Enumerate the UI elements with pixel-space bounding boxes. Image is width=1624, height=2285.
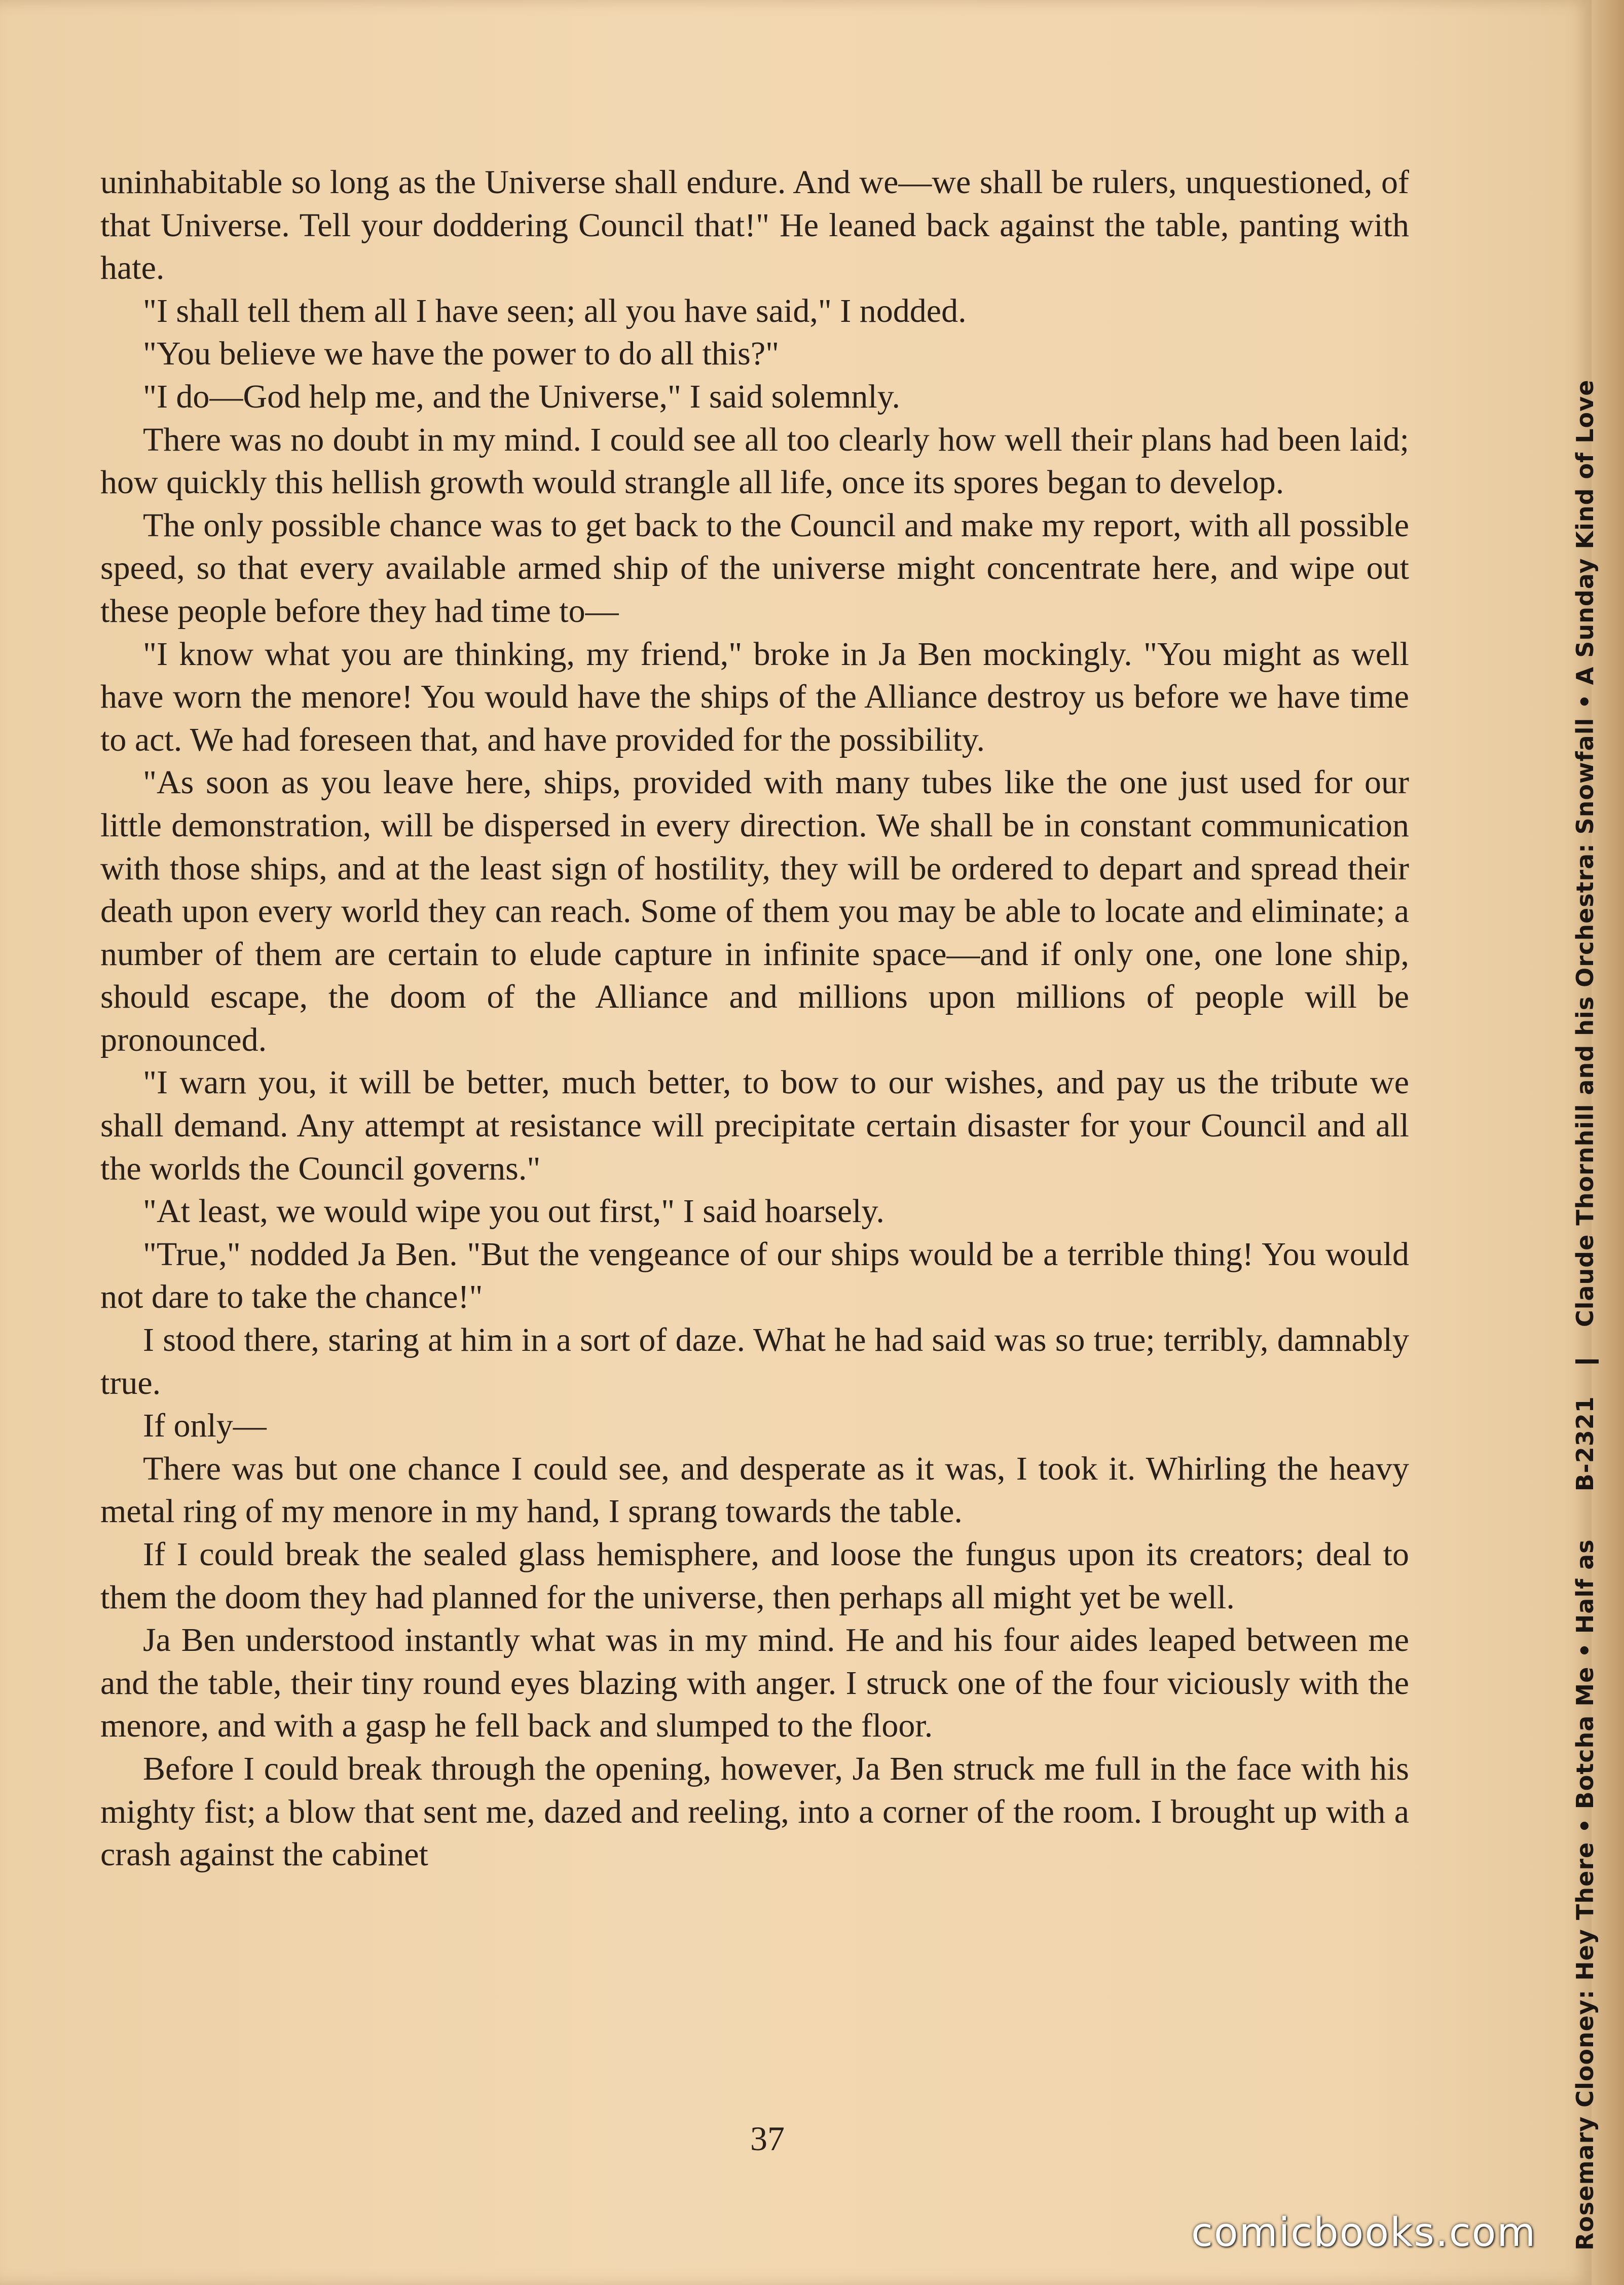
paragraph: Ja Ben understood instantly what was in my mind. He and his four aides leaped between me and the table, their tiny round eyes blazing with anger. I struck one of the four viciously with the menore, and with a gasp he fell back and slumped to the floor. [100,1621,1409,1745]
spine-divider [1575,1359,1599,1363]
paragraph: I stood there, staring at him in a sort of daze. What he had said was so true; terribly, damnably true. [100,1321,1409,1402]
paragraph: "As soon as you leave here, ships, provided with many tubes like the one just used for our little demonstration, will be dispersed in every direction. We shall be in constant communication with those ships, and at the least sign of hostility, they will be ordered to depart and spread their death upon every world they can reach. Some of them you may be able to locate and eliminate; a number of them are certain to elude capture in infinite space—and if only one, one lone ship, should escape, the doom of the Alliance and millions upon millions of people will be pronounced. [100,764,1409,1058]
story-text [100,161,1409,1876]
paragraph: There was but one chance I could see, and desperate as it was, I took it. Whirling the heavy metal ring of my menore in my hand, I sprang towards the table. [100,1450,1409,1530]
paragraph: "I do—God help me, and the Universe," I said solemnly. [143,378,900,415]
paragraph: There was no doubt in my mind. I could see all too clearly how well their plans had been laid; how quickly this hellish growth would strangle all life, once its spores began to develop. [100,421,1409,501]
paragraph: "I shall tell them all I have seen; all you have said," I nodded. [143,292,967,329]
paragraph: The only possible chance was to get back to the Council and make my report, with all possible speed, so that every available armed ship of the universe might concentrate here, and wipe out these people before they had time to— [100,506,1409,630]
watermark: comicbooks.com [1191,2210,1537,2256]
paragraph: "At least, we would wipe you out first," I said hoarsely. [143,1193,884,1230]
paragraph: Before I could break through the opening, however, Ja Ben struck me full in the face with his mighty fist; a blow that sent me, dazed and reeling, into a corner of the room. I brought up with a crash against the cabinet [100,1750,1409,1873]
spine-text-part2: B-2321 [1571,1396,1599,1492]
spine-text-part1: Rosemary Clooney: Hey There • Botcha Me • Half as [1571,1539,1599,2251]
paragraph: If I could break the sealed glass hemisphere, and loose the fungus upon its creators; deal to them the doom they had planned for the universe, then perhaps all might yet be well. [100,1536,1409,1616]
paragraph: uninhabitable so long as the Universe shall endure. And we—we shall be rulers, unquestioned, of that Universe. Tell your doddering Council that!" He leaned back against the table, panting with hate. [100,164,1409,287]
page-number: 37 [750,2119,785,2158]
paragraph: "You believe we have the power to do all this?" [143,335,780,373]
paragraph: If only— [143,1407,267,1445]
spine-text-part3: Claude Thornhill and his Orchestra: Snowfall • A Sunday Kind of Love [1571,379,1599,1328]
paragraph: "I warn you, it will be better, much better, to bow to our wishes, and pay us the tribute we shall demand. Any attempt at resistance will precipitate certain disaster for your Council and all the worlds the Council governs." [100,1064,1409,1187]
paragraph: "True," nodded Ja Ben. "But the vengeance of our ships would be a terrible thing! You would not dare to take the chance!" [100,1235,1409,1316]
paragraph: "I know what you are thinking, my friend," broke in Ja Ben mockingly. "You might as well have worn the menore! You would have the ships of the Alliance destroy us before we have time to act. We had foreseen that, and have provided for the possibility. [100,635,1409,758]
